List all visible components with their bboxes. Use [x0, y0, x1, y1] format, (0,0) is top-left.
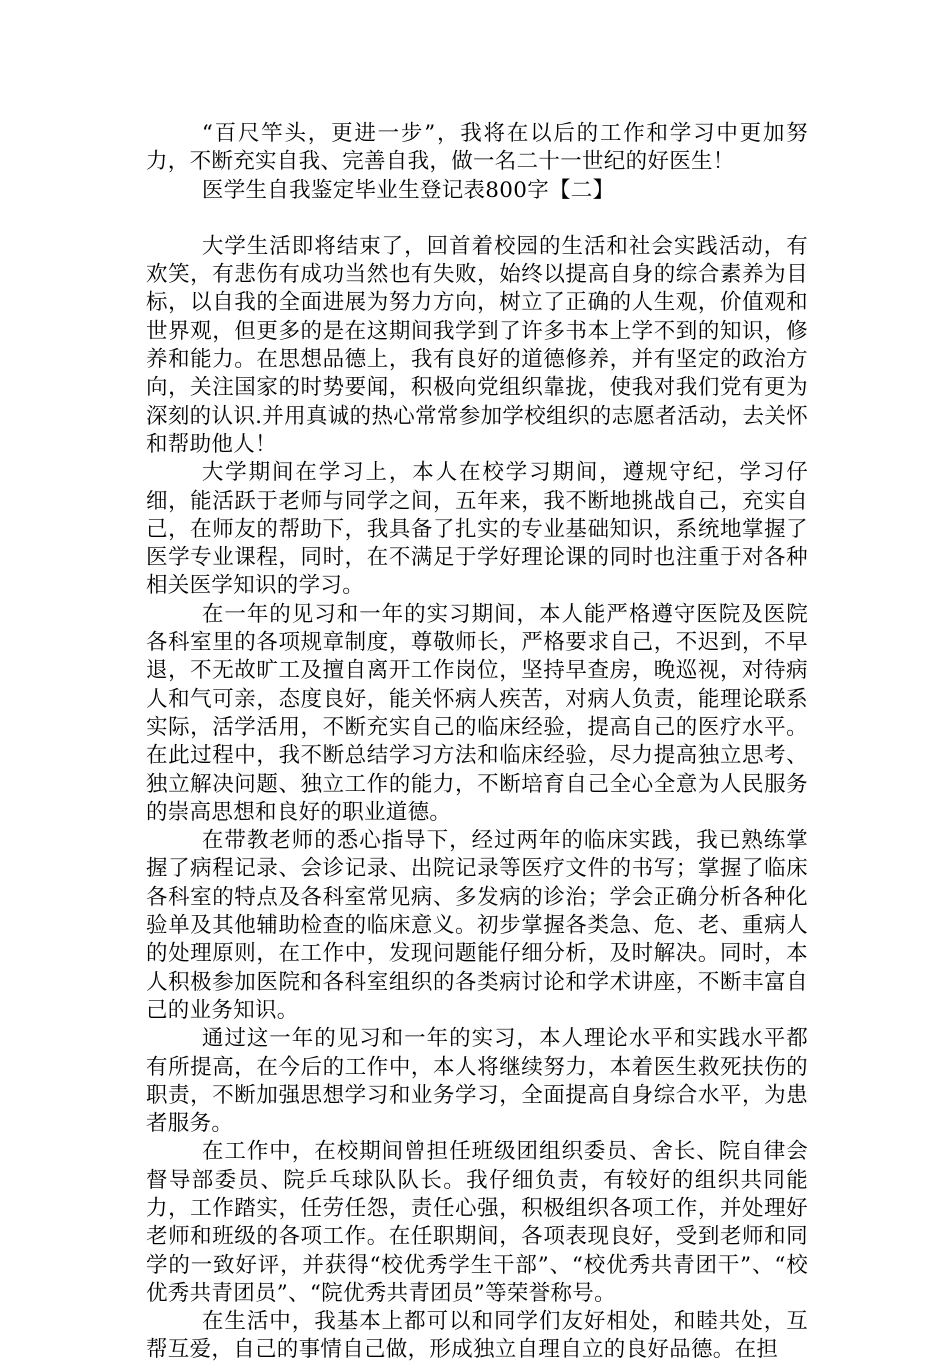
body-paragraph: 在带教老师的悉心指导下，经过两年的临床实践，我已熟练掌握了病程记录、会诊记录、出院记录等医疗文件的书写；掌握了临床各科室的特点及各科室常见病、多发病的诊治；学会正确分析各种化验单及其他辅助检查的临床意义。初步掌握各类急、危、老、重病人的处理原则，在工作中，发现问题能仔细分析，及时解决。同时，本人积极参加医院和各科室组织的各类病讨论和学术讲座，不断丰富自己的业务知识。 — [146, 828, 808, 1023]
section-title: 医学生自我鉴定毕业生登记表800字【二】 — [201, 177, 615, 203]
intro-paragraph: “百尺竿头，更进一步”，我将在以后的工作和学习中更加努力，不断充实自我、完善自我，做一名二十一世纪的好医生！ — [146, 121, 808, 175]
body-paragraph: 大学生活即将结束了，回首着校园的生活和社会实践活动，有欢笑，有悲伤有成功当然也有失败，始终以提高自身的综合素养为目标，以自我的全面进展为努力方向，树立了正确的人生观，价值观和世界观，但更多的是在这期间我学到了许多书本上学不到的知识，修养和能力。在思想品德上，我有良好的道德修养，并有坚定的政治方向，关注国家的时势要闻，积极向党组织靠拢，使我对我们党有更为深刻的认识.并用真诚的热心常常参加学校组织的志愿者活动，去关怀和帮助他人！ — [146, 233, 808, 457]
body-paragraph: 在工作中，在校期间曾担任班级团组织委员、舍长、院自律会督导部委员、院乒乓球队队长。我仔细负责，有较好的组织共同能力，工作踏实，任劳任怨，责任心强，积极组织各项工作，并处理好老师和班级的各项工作。在任职期间，各项表现良好，受到老师和同学的一致好评，并获得“校优秀学生干部”、“校优秀共青团干”、“校优秀共青团员”、“院优秀共青团员”等荣誉称号。 — [146, 1139, 808, 1306]
body-paragraph: 在生活中，我基本上都可以和同学们友好相处，和睦共处，互帮互爱，自己的事情自己做，形成独立自理自立的良好品德。在担 — [146, 1309, 808, 1363]
blank-line — [146, 205, 808, 233]
document-page — [146, 120, 808, 1365]
body-paragraph: 在一年的见习和一年的实习期间，本人能严格遵守医院及医院各科室里的各项规章制度，尊敬师长，严格要求自己，不迟到，不早退，不无故旷工及擅自离开工作岗位，坚持早查房，晚巡视，对待病人和气可亲，态度良好，能关怀病人疾苦，对病人负责，能理论联系实际，活学活用，不断充实自己的临床经验，提高自己的医疗水平。在此过程中，我不断总结学习方法和临床经验，尽力提高独立思考、独立解决问题、独立工作的能力，不断培育自己全心全意为人民服务的崇高思想和良好的职业道德。 — [146, 601, 808, 825]
body-paragraph: 大学期间在学习上，本人在校学习期间，遵规守纪，学习仔细，能活跃于老师与同学之间，五年来，我不断地挑战自己，充实自己，在师友的帮助下，我具备了扎实的专业基础知识，系统地掌握了医学专业课程，同时，在不满足于学好理论课的同时也注重于对各种相关医学知识的学习。 — [146, 460, 808, 599]
body-paragraph: 通过这一年的见习和一年的实习，本人理论水平和实践水平都有所提高，在今后的工作中，本人将继续努力，本着医生救死扶伤的职责，不断加强思想学习和业务学习，全面提高自身综合水平，为患者服务。 — [146, 1026, 808, 1137]
